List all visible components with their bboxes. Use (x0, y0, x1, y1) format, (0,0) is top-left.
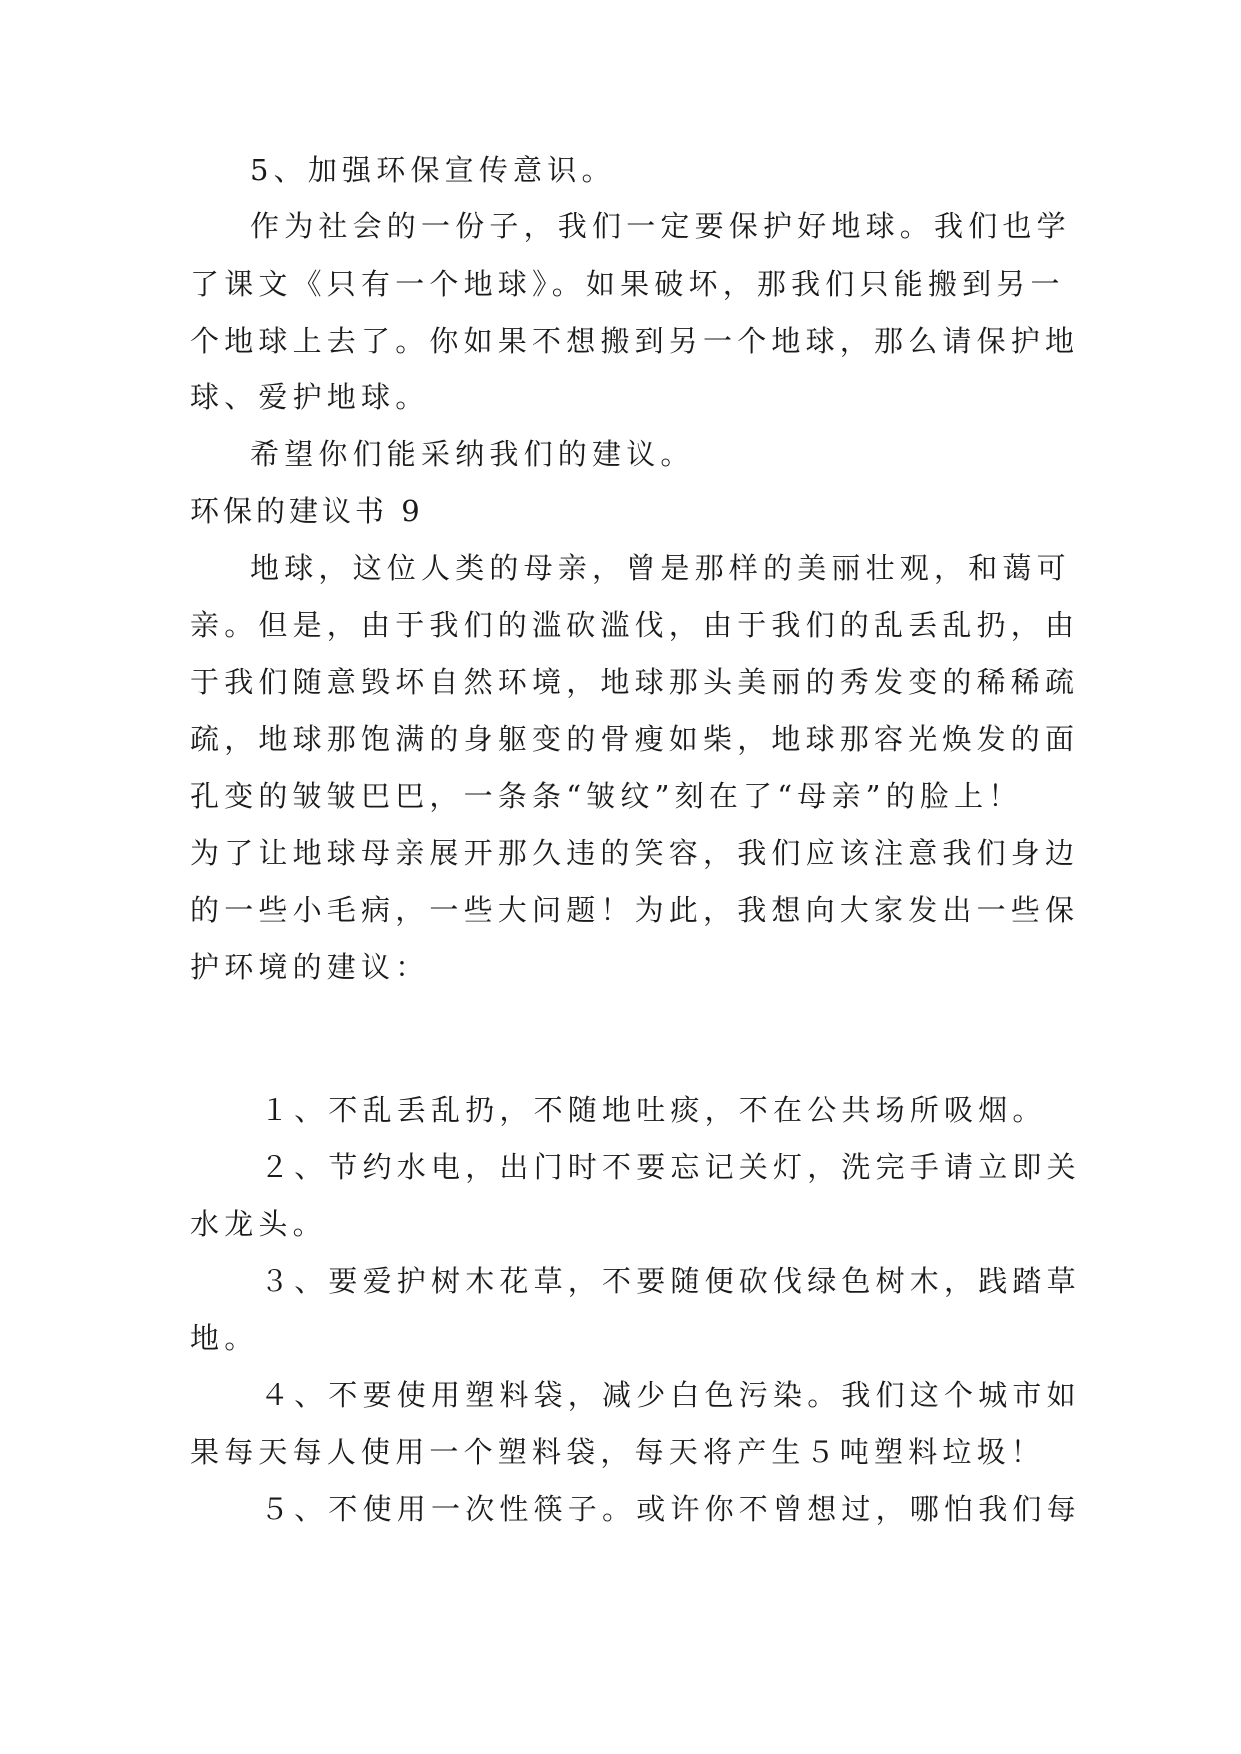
text-line: 亲。但是，由于我们的滥砍滥伐，由于我们的乱丢乱扔，由 (190, 608, 1080, 642)
text-line: 5、加强环保宣传意识。 (250, 153, 616, 187)
text-line: 球、爱护地球。 (190, 380, 430, 414)
text-line: 地。 (190, 1321, 259, 1355)
list-item: ５、不使用一次性筷子。或许你不曾想过，哪怕我们每 (260, 1492, 1081, 1526)
text-line: 地球，这位人类的母亲，曾是那样的美丽壮观，和蔼可 (250, 551, 1071, 585)
text-line: 的一些小毛病，一些大问题！为此，我想向大家发出一些保 (190, 893, 1080, 927)
text-line: 果每天每人使用一个塑料袋，每天将产生５吨塑料垃圾！ (190, 1435, 1046, 1469)
text-line: 了课文《只有一个地球》。如果破坏，那我们只能搬到另一 (190, 267, 1065, 301)
text-line: 个地球上去了。你如果不想搬到另一个地球，那么请保护地 (190, 324, 1080, 358)
text-line: 疏，地球那饱满的身躯变的骨瘦如柴，地球那容光焕发的面 (190, 722, 1080, 756)
section-heading: 环保的建议书 9 (190, 494, 424, 528)
list-item: ４、不要使用塑料袋，减少白色污染。我们这个城市如 (260, 1378, 1081, 1412)
text-line: 孔变的皱皱巴巴，一条条“皱纹”刻在了“母亲”的脸上！ (190, 779, 1023, 813)
text-line: 为了让地球母亲展开那久违的笑容，我们应该注意我们身边 (190, 836, 1080, 870)
text-line: 于我们随意毁坏自然环境，地球那头美丽的秀发变的稀稀疏 (190, 665, 1080, 699)
text-line: 作为社会的一份子，我们一定要保护好地球。我们也学 (250, 209, 1071, 243)
text-line: 希望你们能采纳我们的建议。 (250, 437, 695, 471)
list-item: １、不乱丢乱扔，不随地吐痰，不在公共场所吸烟。 (260, 1093, 1047, 1127)
list-item: ３、要爱护树木花草，不要随便砍伐绿色树木，践踏草 (260, 1264, 1081, 1298)
list-item: ２、节约水电，出门时不要忘记关灯，洗完手请立即关 (260, 1150, 1081, 1184)
text-line: 水龙头。 (190, 1207, 327, 1241)
text-line: 护环境的建议： (190, 950, 430, 984)
